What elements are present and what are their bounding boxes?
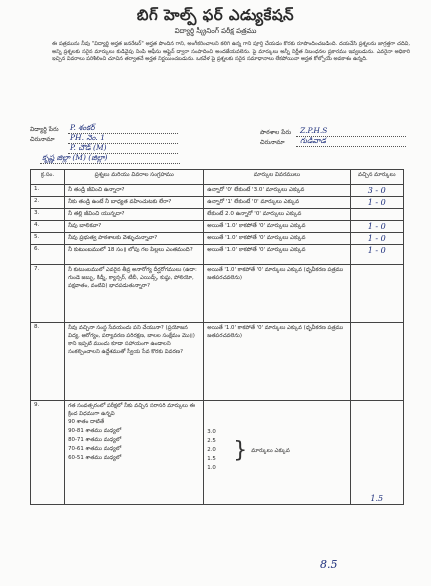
row-marks-group — [204, 401, 350, 505]
row-question: నీవు బాలికవా? — [65, 221, 204, 233]
row-marks: అయితే '1.0' కాకపోతే '0' మార్కులు ఎక్కువ — [204, 245, 350, 265]
header-serial: క్ర.సం. — [31, 170, 65, 185]
table-row — [31, 245, 404, 265]
row-number: 5. — [31, 233, 65, 245]
row-question: నీ తండ్రి జీవించి ఉన్నారా? — [65, 185, 204, 197]
scale-value: 3.0 — [207, 429, 216, 435]
row-question: నీ తల్లి జీవించి యున్నదా? — [65, 209, 204, 221]
row-score — [350, 323, 403, 401]
row-score: 1.5 — [350, 401, 403, 505]
row-marks: అయితే '1.0' కాకపోతే '0' మార్కులు ఎక్కువ (ధృవీకరణ పత్రము జతపరచవలెను) — [204, 323, 350, 401]
row-score: 3 - 0 — [350, 185, 403, 197]
row-score — [350, 265, 403, 323]
row-question: నీ కుటుంబములో 18 సం॥ లోపు గల పిల్లలు ఎంతమంది? — [65, 245, 204, 265]
table-row — [31, 265, 404, 323]
table-row — [31, 185, 404, 197]
table-header-row — [31, 170, 404, 185]
row-score: 1 - 0 — [350, 233, 403, 245]
school-address-label: చిరునామా — [260, 139, 285, 146]
row-marks: అయితే '1.0' కాకపోతే '0' మార్కులు ఎక్కువ — [204, 233, 350, 245]
row-marks: ఉన్నారో '1' లేకుంటే '0' మార్కులు ఎక్కువ — [204, 197, 350, 209]
intro-paragraph: ఈ పత్రమును నీవు "విద్యార్థి అర్హత జనరేటర్" అర్హత పొందిన గాని, అంగీకరించాలని కలిగి ఉన్న గాని పూర్తి చేయడం కొరకు రూపొందించబడింది. దయచేసి ప్రశ్నలను జాగ్రత్తగా చదివి, అన్ని ప్రశ్నలకు సరైన మార్కులు కుడివైపు నింపి ఆఫీసు ఆఫ్లైన్ ద్వారా సంపాదించి అందజేయవలెను. పై మార్కులు అన్నీ నిర్ణీత నిబంధనల ప్రకారము ఇవ్వబడును. ఎవరైనా అధికారి ఇచ్చిన వివరాలు పరిశీలించి చూచిన తర్వాతనే అర్హత నిర్ణయించబడును. ఒకవేళ పై ప్రశ్నలకు సరైన సమాధానాలు లేకపోయినా అర్హత కోల్పోయే అవకాశం ఉన్నది. — [52, 41, 410, 63]
row-question: గత సంవత్సరంలో పరీక్షలో నీకు వచ్చిన సరాసరి మార్కులు ఈ క్రింద విధముగా ఉన్నవి — [68, 403, 195, 417]
row-number: 9. — [31, 401, 65, 505]
brace-icon: } — [233, 437, 248, 463]
screening-table — [30, 169, 404, 505]
student-info-section — [30, 123, 410, 166]
scale-range: 80-71 శాతము మధ్యలో — [68, 437, 122, 443]
row-score: 1 - 0 — [350, 221, 403, 233]
row-marks: లేకుంటే 2.0 ఉన్నారో '0' మార్కులు ఎక్కువ — [204, 209, 350, 221]
row-question: నీ కుటుంబములో ఎవరైన తీవ్ర అనారోగ్య దీర్ఘరోగములు (ఉదా: గుండె జబ్బు, కిడ్నీ, క్యాన్సర్, టీబీ, ఎయిడ్స్, కుష్ఠు, పోలియో, పక్షవాతం, వంటివి) భాదపడుతున్నారా? — [65, 265, 204, 323]
scale-value: 2.5 — [207, 438, 216, 444]
page-subtitle: విద్యార్థి స్క్రీనింగ్ పరీక్ష పత్రము — [174, 27, 257, 35]
address-value-1: PH. నెం. 1 — [70, 133, 105, 142]
address-label: చిరునామా — [30, 136, 55, 143]
row-score: 1 - 0 — [350, 245, 403, 265]
page-title: బిగ్ హెల్ప్ ఫర్ ఎడ్యుకేషన్ — [136, 6, 295, 24]
row-question: నీవు ప్రభుత్వ పాఠశాలకు వెళ్ళుచున్నావా? — [65, 233, 204, 245]
row-number: 7. — [31, 265, 65, 323]
header-question: ప్రశ్నలు మరియు వివరాల సంగ్రహము — [65, 170, 204, 185]
school-address-value: గుడివాడ — [300, 136, 326, 145]
school-name-label: పాఠశాల పేరు — [260, 129, 292, 136]
row-marks: మార్కులు ఎక్కువ — [251, 447, 290, 454]
row-number: 3. — [31, 209, 65, 221]
row-question: నీవు వచ్చినా సంస్థ సేవయందు పని చేయునా? (ప్రయోజన విద్య, ఆరోగ్యం, పర్యావరణ పరిరక్షణ, బాలల సంక్షేమం మొ॥) కాని ఇప్పటి ముందు కూడా సహాయంగా ఉండాలని సంకల్పించాలని ఉద్దేశముతో స్వీయ సేవ కొరకు వివరణ? — [65, 323, 204, 401]
header-marks: మార్కుల వివరములు — [204, 170, 350, 185]
scale-range: 70-61 శాతము మధ్యలో — [68, 446, 122, 452]
row-number: 2. — [31, 197, 65, 209]
row-marks: ఉన్నారో '0' లేకుంటే '3.0' మార్కులు ఎక్కువ — [204, 185, 350, 197]
student-name-label: విద్యార్థి పేరు — [30, 126, 59, 133]
row-number: 4. — [31, 221, 65, 233]
scale-range: 90-81 శాతము మధ్యలో — [68, 428, 122, 434]
student-name-value: P. శంకర్ — [70, 123, 95, 132]
header-score: వచ్చిన మార్కులు — [350, 170, 403, 185]
address-value-2: P. చౌడ్ (M) — [70, 143, 107, 152]
row-number: 6. — [31, 245, 65, 265]
address-value-3: కృష్ణ జిల్లా (M) (జిల్లా) — [42, 153, 108, 162]
table-row — [31, 323, 404, 401]
row-number: 1. — [31, 185, 65, 197]
row-score: 1 - 0 — [350, 197, 403, 209]
table-row — [31, 197, 404, 209]
table-row — [31, 233, 404, 245]
row-question-group — [65, 401, 204, 505]
scale-value: 2.0 — [207, 447, 216, 453]
row-number: 8. — [31, 323, 65, 401]
row-marks: అయితే '1.0' కాకపోతే '0' మార్కులు ఎక్కువ (ధృవీకరణ పత్రము జతపరచవలెను) — [204, 265, 350, 323]
row-question: నీకు తండ్రి ఉంటే నీ బాధ్యత వహించుటకు లేరా? — [65, 197, 204, 209]
scale-range: 90 శాతం దాటితే — [68, 419, 105, 425]
table-row — [31, 209, 404, 221]
scale-value: 1.0 — [207, 465, 216, 471]
table-row — [31, 221, 404, 233]
scale-range: 60-51 శాతము మధ్యలో — [68, 455, 122, 461]
row-score — [350, 209, 403, 221]
table-row — [31, 401, 404, 505]
scale-value: 1.5 — [207, 456, 216, 462]
school-name-value: Z.P.H.S — [300, 126, 328, 135]
row-marks: అయితే '1.0' కాకపోతే '0' మార్కులు ఎక్కువ — [204, 221, 350, 233]
total-score-handwritten: 8.5 — [320, 558, 338, 571]
address-line-3 — [40, 163, 180, 164]
